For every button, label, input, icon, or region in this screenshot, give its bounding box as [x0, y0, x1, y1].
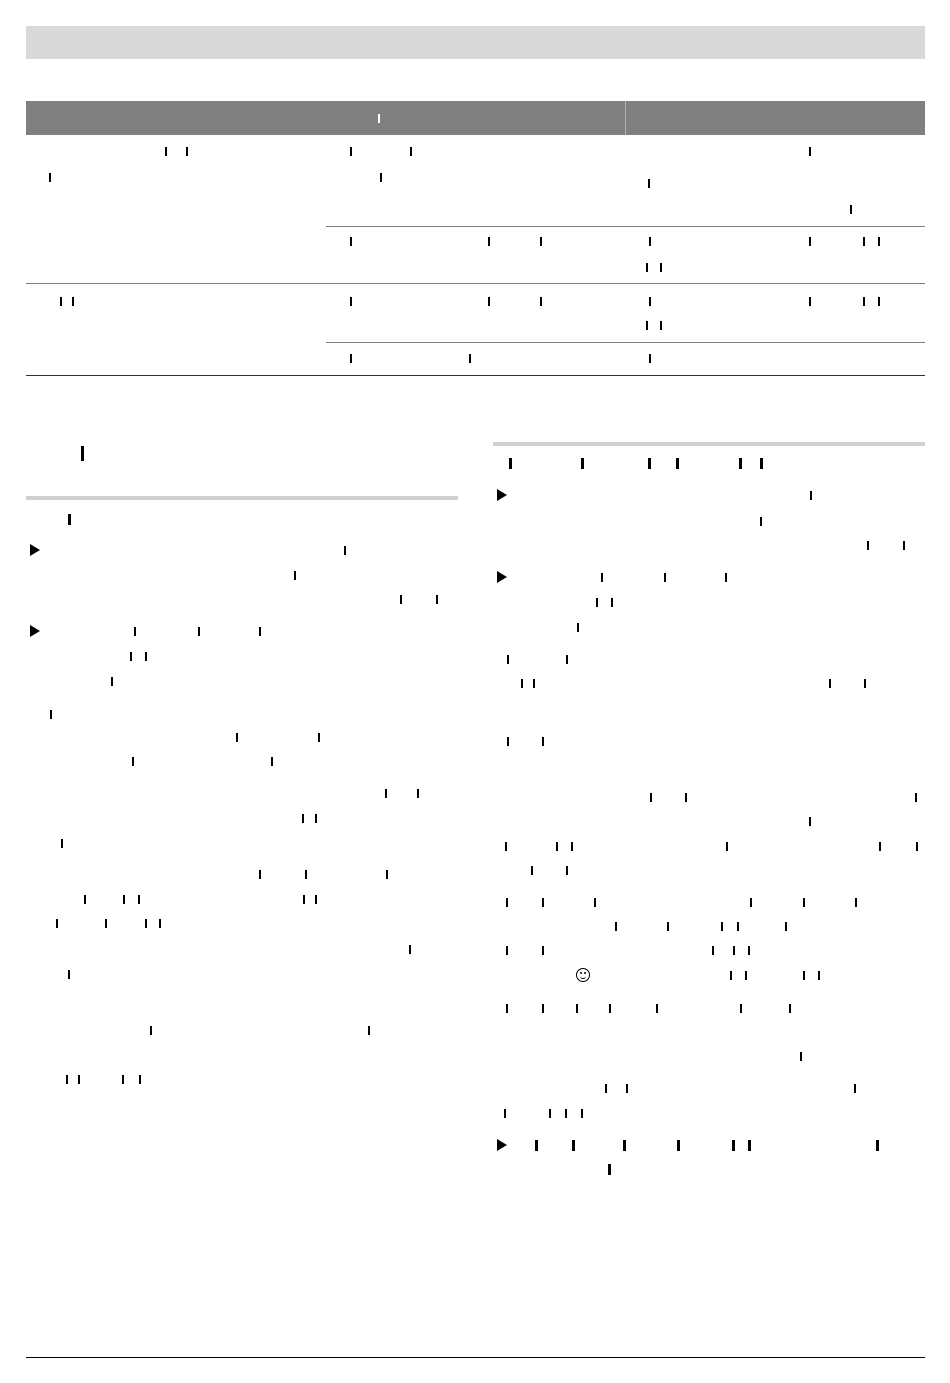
text-fragment: [271, 757, 273, 766]
text-fragment: [750, 898, 752, 907]
text-fragment: [576, 1004, 578, 1013]
text-fragment: [505, 842, 507, 851]
text-fragment: [542, 1004, 544, 1013]
text-fragment: [785, 922, 787, 931]
text-fragment: [521, 679, 523, 688]
table-header: [26, 101, 925, 135]
text-fragment: [664, 573, 666, 582]
section-rule-left: [26, 496, 458, 500]
text-fragment: [542, 946, 544, 955]
text-fragment: [436, 595, 438, 604]
table-cell-text: [469, 354, 471, 363]
table-cell-text: [809, 147, 811, 156]
play-arrow-icon: [30, 544, 40, 556]
table-cell-text: [878, 297, 880, 306]
table-cell-text: [540, 297, 542, 306]
text-fragment: [810, 491, 812, 500]
table-cell-text: [410, 147, 412, 156]
text-fragment: [745, 971, 747, 980]
table-cell-text: [488, 297, 490, 306]
subheading-fragment: [676, 458, 679, 469]
text-fragment: [577, 623, 579, 632]
text-fragment: [159, 919, 161, 928]
text-fragment: [623, 1140, 626, 1151]
text-fragment: [145, 652, 147, 661]
text-fragment: [748, 946, 750, 955]
text-fragment: [829, 679, 831, 688]
text-fragment: [725, 573, 727, 582]
table-cell-text: [380, 173, 382, 182]
section-rule-right: [493, 442, 925, 446]
table-bottom-border: [26, 375, 925, 376]
subheading-fragment: [581, 458, 584, 469]
text-fragment: [236, 733, 238, 742]
text-fragment: [685, 793, 687, 802]
text-fragment: [712, 946, 714, 955]
text-fragment: [61, 839, 63, 848]
table-cell-text: [649, 354, 651, 363]
text-fragment: [138, 895, 140, 904]
text-fragment: [68, 970, 70, 979]
text-fragment: [400, 595, 402, 604]
table-cell-text: [660, 263, 662, 272]
play-arrow-icon: [497, 571, 507, 583]
text-fragment: [611, 598, 613, 607]
table-cell-text: [648, 179, 650, 188]
text-fragment: [667, 922, 669, 931]
subheading-fragment: [739, 458, 742, 469]
text-fragment: [56, 919, 58, 928]
text-fragment: [417, 789, 419, 798]
text-fragment: [608, 1164, 611, 1175]
table-cell-text: [649, 297, 651, 306]
text-fragment: [122, 1075, 124, 1084]
table-cell-text: [540, 237, 542, 246]
text-fragment: [760, 517, 762, 526]
text-fragment: [803, 898, 805, 907]
text-fragment: [789, 1004, 791, 1013]
text-fragment: [876, 1140, 879, 1151]
text-fragment: [385, 789, 387, 798]
text-fragment: [386, 870, 388, 879]
text-fragment: [132, 757, 134, 766]
text-fragment: [800, 1052, 802, 1061]
text-fragment: [854, 1084, 856, 1093]
text-fragment: [506, 946, 508, 955]
text-fragment: [145, 919, 147, 928]
text-fragment: [259, 870, 261, 879]
text-fragment: [303, 895, 305, 904]
table-cell-text: [850, 205, 852, 214]
table-cell-text: [809, 297, 811, 306]
table-cell-text: [186, 147, 188, 156]
text-fragment: [134, 627, 136, 636]
text-fragment: [803, 971, 805, 980]
text-fragment: [556, 842, 558, 851]
section-heading: [81, 446, 84, 461]
text-fragment: [542, 898, 544, 907]
table-cell-text: [72, 297, 74, 306]
text-fragment: [368, 1026, 370, 1035]
subheading: [68, 514, 71, 525]
text-fragment: [542, 737, 544, 746]
play-arrow-icon: [497, 1139, 507, 1151]
text-fragment: [626, 1084, 628, 1093]
text-fragment: [105, 919, 107, 928]
table-row-divider: [326, 342, 925, 343]
text-fragment: [531, 866, 533, 875]
text-fragment: [294, 571, 296, 580]
subheading-fragment: [648, 458, 651, 469]
text-fragment: [507, 655, 509, 664]
text-fragment: [507, 737, 509, 746]
table-cell-text: [488, 237, 490, 246]
text-fragment: [506, 1004, 508, 1013]
subheading-fragment: [509, 458, 512, 469]
subheading-fragment: [760, 458, 763, 469]
table-cell-text: [646, 263, 648, 272]
table-header-text: [378, 114, 380, 123]
text-fragment: [111, 677, 113, 686]
text-fragment: [198, 627, 200, 636]
text-fragment: [601, 573, 603, 582]
text-fragment: [677, 1140, 680, 1151]
text-fragment: [656, 1004, 658, 1013]
text-fragment: [572, 1140, 575, 1151]
text-fragment: [305, 870, 307, 879]
text-fragment: [315, 814, 317, 823]
text-fragment: [315, 895, 317, 904]
text-fragment: [737, 922, 739, 931]
play-arrow-icon: [30, 625, 40, 637]
table-cell-text: [660, 321, 662, 330]
text-fragment: [730, 971, 732, 980]
text-fragment: [504, 1109, 506, 1118]
text-fragment: [549, 1109, 551, 1118]
text-fragment: [594, 898, 596, 907]
text-fragment: [605, 1084, 607, 1093]
table-row-divider: [326, 226, 925, 227]
text-fragment: [650, 793, 652, 802]
table-header-divider: [625, 101, 626, 135]
text-fragment: [150, 1026, 152, 1035]
table-cell-text: [350, 354, 352, 363]
text-fragment: [535, 1140, 538, 1151]
text-fragment: [506, 898, 508, 907]
table-cell-text: [49, 173, 51, 182]
text-fragment: [916, 842, 918, 851]
text-fragment: [130, 652, 132, 661]
text-fragment: [864, 679, 866, 688]
table-cell-text: [878, 237, 880, 246]
text-fragment: [78, 1075, 80, 1084]
text-fragment: [571, 842, 573, 851]
text-fragment: [879, 842, 881, 851]
text-fragment: [721, 922, 723, 931]
text-fragment: [867, 541, 869, 550]
text-fragment: [139, 1075, 141, 1084]
text-fragment: [565, 1109, 567, 1118]
text-fragment: [732, 1140, 735, 1151]
page-header-bar: [26, 26, 925, 59]
text-fragment: [748, 1140, 751, 1151]
table-cell-text: [863, 237, 865, 246]
text-fragment: [302, 814, 304, 823]
text-fragment: [818, 971, 820, 980]
table-cell-text: [350, 147, 352, 156]
table-cell-text: [863, 297, 865, 306]
text-fragment: [596, 598, 598, 607]
text-fragment: [84, 895, 86, 904]
text-fragment: [733, 946, 735, 955]
table-cell-text: [646, 321, 648, 330]
text-fragment: [318, 733, 320, 742]
text-fragment: [615, 922, 617, 931]
table-cell-text: [350, 237, 352, 246]
text-fragment: [581, 1109, 583, 1118]
footer-rule: [26, 1357, 925, 1358]
text-fragment: [809, 817, 811, 826]
text-fragment: [566, 866, 568, 875]
table-cell-text: [350, 297, 352, 306]
text-fragment: [409, 945, 411, 954]
text-fragment: [915, 793, 917, 802]
table-cell-text: [649, 237, 651, 246]
text-fragment: [259, 627, 261, 636]
text-fragment: [533, 679, 535, 688]
text-fragment: [726, 842, 728, 851]
text-fragment: [903, 541, 905, 550]
play-arrow-icon: [497, 489, 507, 501]
text-fragment: [855, 898, 857, 907]
table-row-divider: [26, 283, 925, 284]
text-fragment: [123, 895, 125, 904]
text-fragment: [66, 1075, 68, 1084]
table-cell-text: [165, 147, 167, 156]
text-fragment: [566, 655, 568, 664]
table-cell-text: [60, 297, 62, 306]
text-fragment: [740, 1004, 742, 1013]
smiley-icon: [576, 968, 590, 982]
text-fragment: [609, 1004, 611, 1013]
table-cell-text: [809, 237, 811, 246]
text-fragment: [50, 710, 52, 719]
text-fragment: [344, 546, 346, 555]
